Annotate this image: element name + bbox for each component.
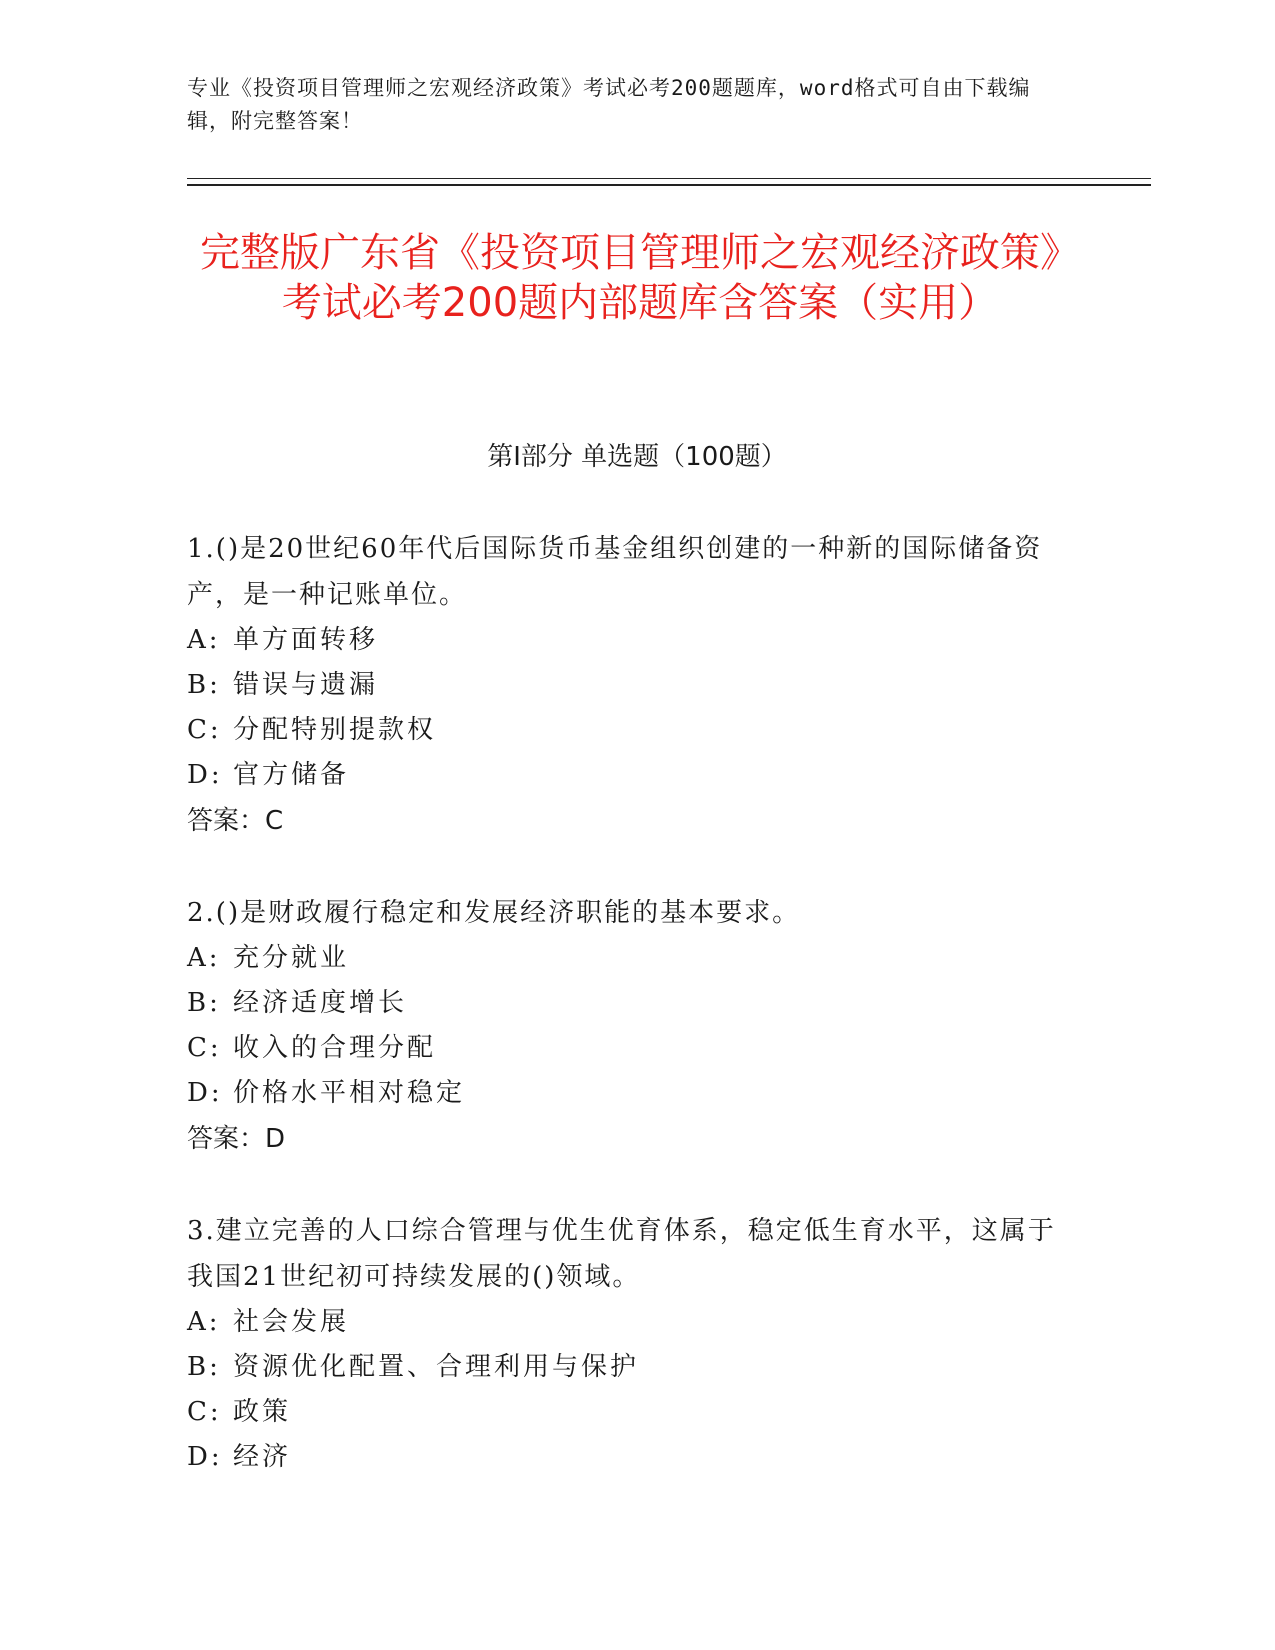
option-d [187,753,1067,798]
header-divider-thick [187,184,1151,186]
option-key: A: [187,943,221,973]
header-divider-thin [187,178,1151,179]
option-key: B: [187,988,221,1018]
option-text: 经济 [233,1442,292,1472]
question-list [187,526,1067,1526]
question-3 [187,1208,1067,1480]
option-text: 政策 [233,1397,292,1427]
answer-line: 答案：D [187,1124,286,1154]
option-b [187,1345,1067,1390]
question-1 [187,526,1067,844]
option-text: 官方储备 [233,760,350,790]
answer-line: 答案：C [187,806,284,836]
option-key: D: [187,1442,223,1472]
option-key: A: [187,625,221,655]
option-text: 错误与遗漏 [233,670,379,700]
option-a [187,1300,1067,1345]
header-note: 专业《投资项目管理师之宏观经济政策》考试必考200题题库，word格式可自由下载编辑，附完整答案！ [187,76,1031,133]
option-d [187,1435,1067,1480]
option-key: C: [187,1397,222,1427]
option-key: D: [187,760,223,790]
option-c [187,708,1067,753]
option-text: 收入的合理分配 [233,1033,437,1063]
option-a [187,618,1067,663]
option-text: 充分就业 [233,943,350,973]
question-stem: 1.()是20世纪60年代后国际货币基金组织创建的一种新的国际储备资产，是一种记账单位。 [187,534,1043,610]
option-text: 分配特别提款权 [233,715,437,745]
option-c [187,1390,1067,1435]
option-c [187,1026,1067,1071]
document-title: 完整版广东省《投资项目管理师之宏观经济政策》考试必考200题内部题库含答案（实用） [200,230,1080,326]
option-key: B: [187,1352,221,1382]
option-key: D: [187,1078,223,1108]
option-b [187,981,1067,1026]
option-key: C: [187,715,222,745]
question-stem: 3.建立完善的人口综合管理与优生优育体系，稳定低生育水平，这属于我国21世纪初可持续发展的()领域。 [187,1216,1056,1292]
option-text: 社会发展 [233,1307,350,1337]
option-key: C: [187,1033,222,1063]
option-d [187,1071,1067,1116]
option-key: A: [187,1307,221,1337]
option-a [187,936,1067,981]
option-b [187,663,1067,708]
option-text: 价格水平相对稳定 [233,1078,466,1108]
section-title: 第I部分 单选题（100题） [487,442,787,472]
question-stem: 2.()是财政履行稳定和发展经济职能的基本要求。 [187,898,801,928]
option-text: 资源优化配置、合理利用与保护 [233,1352,640,1382]
option-text: 经济适度增长 [233,988,408,1018]
question-2 [187,890,1067,1162]
option-key: B: [187,670,221,700]
option-text: 单方面转移 [233,625,379,655]
